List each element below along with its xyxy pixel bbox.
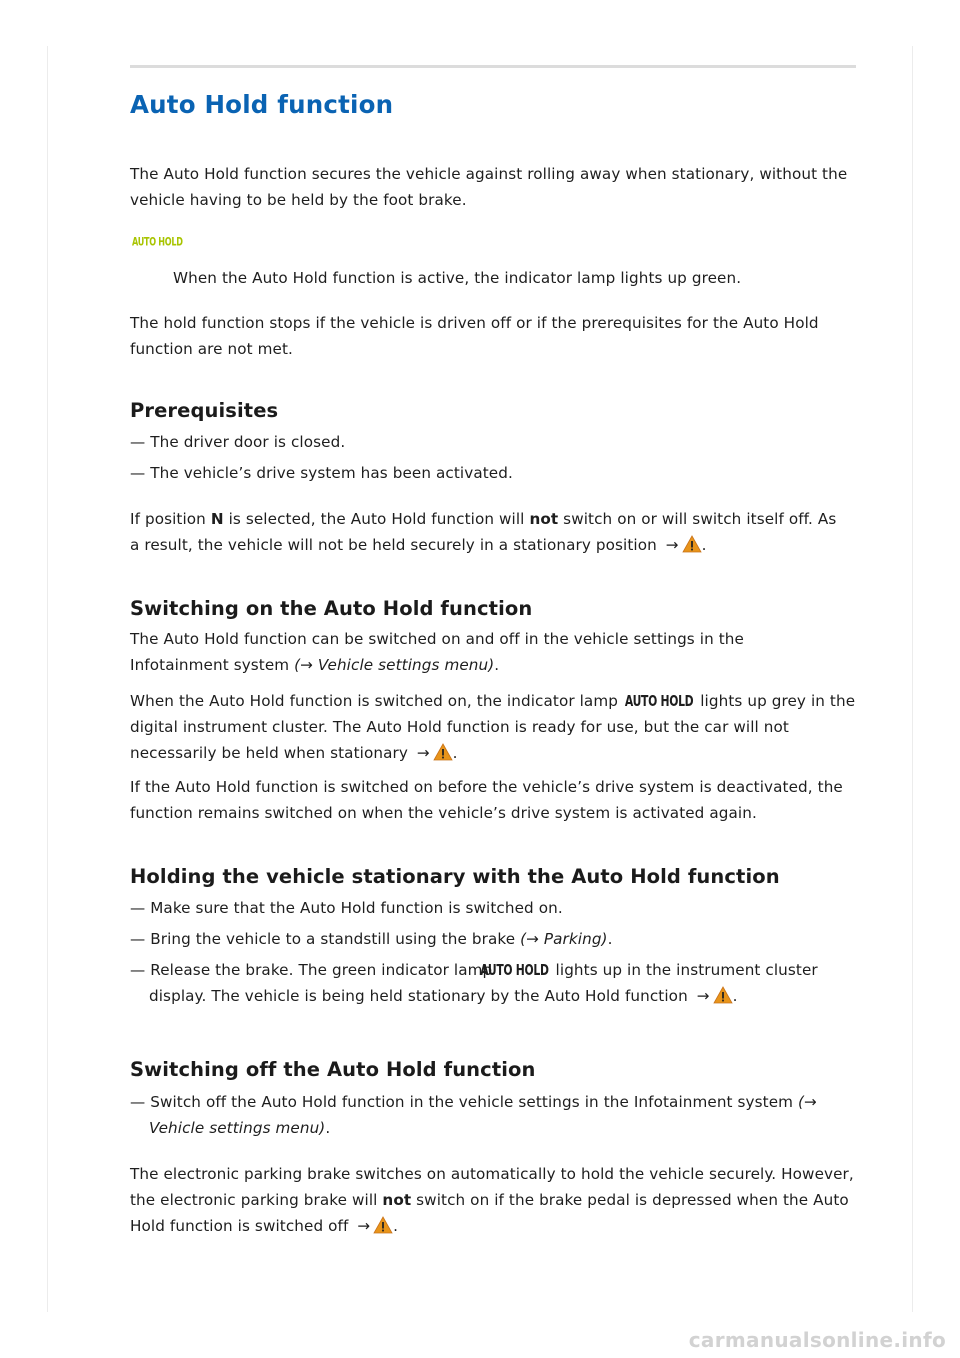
switching-off-heading: Switching off the Auto Hold function	[130, 1058, 536, 1081]
arrow-icon: →	[665, 536, 679, 554]
stops-paragraph: The hold function stops if the vehicle is driven off or if the prerequisites for the Auto Hold function are not met.	[130, 314, 819, 358]
auto-hold-indicator-icon: AUTO HOLD	[132, 236, 183, 250]
warning-triangle-icon[interactable]	[433, 743, 453, 761]
parking-link[interactable]: (→ Parking)	[520, 930, 608, 948]
emphasis-not: not	[382, 1191, 412, 1209]
holding-step-3: — Release the brake. The green indicator lamp AUTO HOLD lights up in the instrument cluster display. The vehicle is being held stationary by the Auto Hold function → .	[130, 957, 849, 1009]
arrow-icon: →	[696, 987, 710, 1005]
indicator-grey-paragraph: When the Auto Hold function is switched on, the indicator lamp AUTO HOLD lights up grey in the digital instrument cluster. The Auto Hold function is ready for use, but the car will not necessarily be held when stationary → .	[130, 688, 858, 766]
holding-step-1: — Make sure that the Auto Hold function is switched on.	[130, 895, 563, 921]
arrow-icon: →	[416, 744, 430, 762]
auto-hold-lamp-icon: AUTO HOLD	[624, 692, 694, 710]
parking-brake-paragraph: The electronic parking brake switches on automatically to hold the vehicle securely. However, the electronic parking brake will not switch on if the brake pedal is depressed when the Auto Hold function is switched off → .	[130, 1165, 854, 1235]
prerequisites-heading: Prerequisites	[130, 399, 279, 422]
prerequisite-item: — The driver door is closed.	[130, 429, 345, 455]
header-rule	[130, 65, 856, 68]
emphasis-not: not	[529, 510, 559, 528]
gear-position-n: N	[210, 510, 224, 528]
watermark: carmanualsonline.info	[688, 1328, 946, 1352]
position-n-note: If position N is selected, the Auto Hold function will not switch on or will switch itself off. As a result, the vehicle will not be held securely in a stationary position → .	[130, 510, 837, 554]
warning-triangle-icon[interactable]	[373, 1216, 393, 1234]
switch-persistence-paragraph: If the Auto Hold function is switched on before the vehicle’s drive system is deactivated, the function remains switched on when the vehicle’s drive system is activated again.	[130, 778, 843, 822]
auto-hold-lamp-icon: AUTO HOLD	[480, 961, 549, 979]
warning-triangle-icon[interactable]	[713, 986, 733, 1004]
page-border-left	[47, 46, 48, 1312]
holding-step-2: — Bring the vehicle to a standstill using the brake (→ Parking).	[130, 926, 613, 952]
arrow-icon: →	[357, 1217, 371, 1235]
switching-on-heading: Switching on the Auto Hold function	[130, 597, 533, 620]
intro-paragraph: The Auto Hold function secures the vehicle against rolling away when stationary, without the vehicle having to be held by the foot brake.	[130, 165, 848, 209]
switching-off-step: — Switch off the Auto Hold function in the vehicle settings in the Infotainment system (→ Vehicle settings menu).	[130, 1089, 829, 1141]
page-title: Auto Hold function	[130, 90, 394, 119]
page-border-right	[912, 46, 913, 1312]
indicator-text: When the Auto Hold function is active, the indicator lamp lights up green.	[173, 269, 742, 287]
vehicle-settings-menu-link[interactable]: (→ Vehicle settings menu)	[294, 656, 495, 674]
warning-triangle-icon[interactable]	[682, 535, 702, 553]
holding-heading: Holding the vehicle stationary with the Auto Hold function	[130, 865, 780, 888]
switching-on-paragraph: The Auto Hold function can be switched on and off in the vehicle settings in the Infotainment system (→ Vehicle settings menu).	[130, 630, 744, 674]
prerequisite-item: — The vehicle’s drive system has been activated.	[130, 460, 513, 486]
vehicle-settings-menu-link[interactable]: (→ Vehicle settings menu)	[149, 1093, 817, 1137]
